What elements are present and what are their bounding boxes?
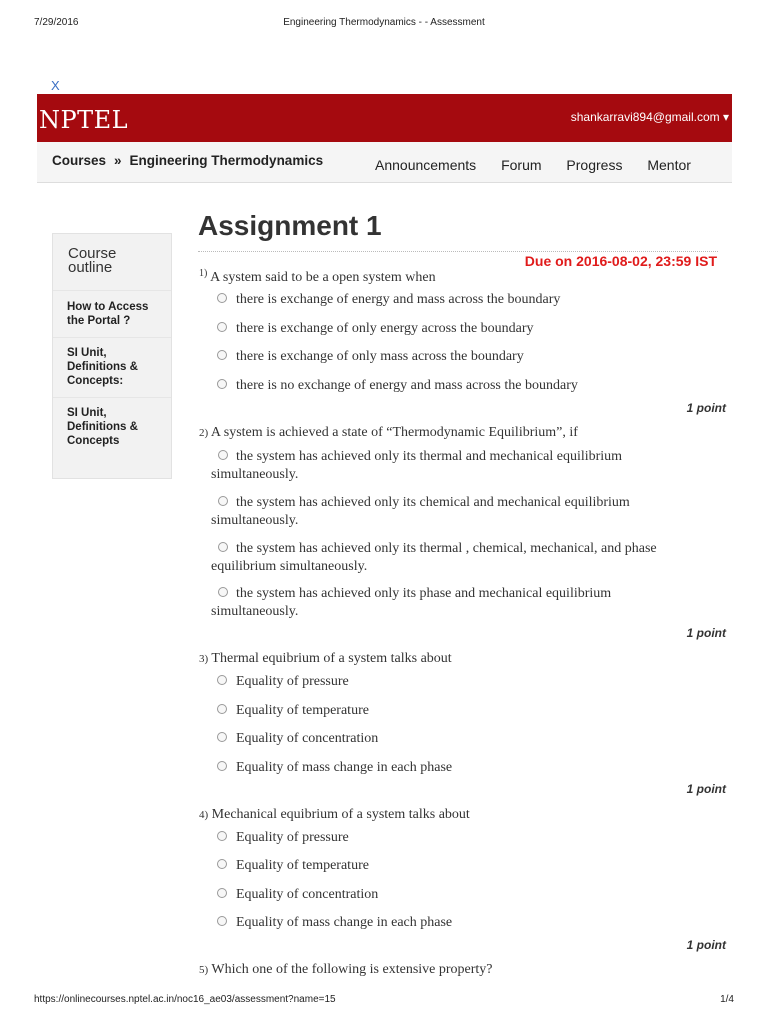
course-navbar — [37, 142, 732, 183]
option-label: Equality of pressure — [236, 830, 349, 845]
sidebar-item-si-unit-1[interactable]: SI Unit, Definitions & Concepts: — [67, 347, 138, 387]
question-3 — [199, 651, 452, 667]
sidebar-item-access-portal[interactable]: How to Access the Portal ? — [67, 301, 149, 327]
option-label: Equality of pressure — [236, 674, 349, 689]
radio-button[interactable] — [217, 859, 227, 869]
breadcrumb-separator: » — [114, 153, 122, 168]
question-number: 3) — [199, 653, 209, 665]
option-label: Equality of mass change in each phase — [236, 915, 453, 930]
points-label: 1 point — [686, 626, 726, 640]
points-label: 1 point — [686, 782, 726, 796]
question-text: A system is achieved a state of “Thermodynamic Equilibrium”, if — [210, 425, 578, 440]
print-url: https://onlinecourses.nptel.ac.in/noc16_ae03/assessment?name=15 — [34, 994, 336, 1005]
question-number: 2) — [199, 427, 209, 439]
q1-option-2[interactable] — [216, 321, 534, 337]
q2-option-4[interactable] — [211, 585, 681, 621]
question-1 — [199, 268, 436, 286]
option-label: Equality of concentration — [236, 887, 379, 902]
question-text: Which one of the following is extensive property? — [211, 962, 493, 977]
question-number: 4) — [199, 809, 209, 821]
page-title: Assignment 1 — [198, 210, 382, 241]
radio-button[interactable] — [217, 379, 227, 389]
q4-option-4[interactable] — [216, 915, 452, 931]
q1-option-4[interactable] — [216, 378, 578, 394]
breadcrumb-courses[interactable]: Courses — [52, 153, 107, 168]
option-label: there is exchange of only mass across the boundary — [236, 349, 524, 364]
q4-option-1[interactable] — [216, 830, 349, 846]
nav-progress[interactable]: Progress — [566, 157, 623, 173]
option-label: the system has achieved only its thermal , chemical, mechanical, and phase equilibrium simultaneously. — [211, 541, 657, 574]
option-label: the system has achieved only its chemical and mechanical equilibrium simultaneously. — [211, 495, 630, 528]
print-header — [34, 17, 734, 31]
course-outline-heading: Course outline — [68, 245, 117, 276]
question-text: Thermal equibrium of a system talks about — [211, 651, 452, 666]
due-date: Due on 2016-08-02, 23:59 IST — [524, 253, 717, 269]
breadcrumb-course[interactable]: Engineering Thermodynamics — [129, 153, 324, 168]
option-label: there is exchange of only energy across the boundary — [236, 321, 534, 336]
question-2 — [199, 425, 578, 441]
question-number: 5) — [199, 964, 209, 976]
radio-button[interactable] — [217, 732, 227, 742]
q1-option-1[interactable] — [216, 292, 560, 308]
question-5 — [199, 962, 493, 978]
question-text: A system said to be a open system when — [210, 270, 436, 285]
q1-option-3[interactable] — [216, 349, 524, 365]
radio-button[interactable] — [218, 542, 228, 552]
course-nav-links — [375, 157, 712, 173]
option-label: Equality of concentration — [236, 731, 379, 746]
nav-forum[interactable]: Forum — [501, 157, 542, 173]
q2-option-2[interactable] — [211, 494, 681, 530]
close-icon[interactable]: X — [51, 78, 60, 93]
radio-button[interactable] — [217, 675, 227, 685]
q4-option-2[interactable] — [216, 858, 369, 874]
option-label: there is exchange of energy and mass across the boundary — [236, 292, 561, 307]
radio-button[interactable] — [217, 916, 227, 926]
points-label: 1 point — [686, 938, 726, 952]
q3-option-4[interactable] — [216, 760, 452, 776]
option-label: there is no exchange of energy and mass across the boundary — [236, 378, 578, 393]
nav-announcements[interactable]: Announcements — [375, 157, 477, 173]
q2-option-1[interactable] — [211, 448, 681, 484]
q3-option-2[interactable] — [216, 703, 369, 719]
radio-button[interactable] — [217, 350, 227, 360]
breadcrumb — [52, 153, 323, 168]
q4-option-3[interactable] — [216, 887, 378, 903]
radio-button[interactable] — [218, 587, 228, 597]
sidebar-item-si-unit-2[interactable]: SI Unit, Definitions & Concepts — [67, 407, 138, 447]
course-outline-sidebar — [52, 233, 172, 479]
points-label: 1 point — [686, 401, 726, 415]
user-menu[interactable]: shankarravi894@gmail.com ▾ — [570, 110, 729, 124]
nptel-logo[interactable]: NPTEL — [39, 106, 129, 134]
nav-mentor[interactable]: Mentor — [647, 157, 691, 173]
sidebar-divider — [53, 337, 171, 338]
option-label: Equality of temperature — [236, 858, 369, 873]
option-label: the system has achieved only its thermal and mechanical equilibrium simultaneously. — [211, 449, 623, 482]
radio-button[interactable] — [217, 888, 227, 898]
q3-option-3[interactable] — [216, 731, 378, 747]
print-date: 7/29/2016 — [34, 17, 79, 28]
print-footer — [34, 994, 734, 1008]
radio-button[interactable] — [217, 704, 227, 714]
title-divider — [198, 251, 718, 252]
option-label: the system has achieved only its phase and mechanical equilibrium simultaneously. — [211, 586, 612, 619]
option-label: Equality of mass change in each phase — [236, 760, 453, 775]
question-number: 1) — [199, 268, 208, 279]
radio-button[interactable] — [217, 831, 227, 841]
q3-option-1[interactable] — [216, 674, 349, 690]
option-label: Equality of temperature — [236, 703, 369, 718]
q2-option-3[interactable] — [211, 540, 681, 576]
print-title: Engineering Thermodynamics - - Assessment — [283, 17, 485, 28]
radio-button[interactable] — [217, 293, 227, 303]
radio-button[interactable] — [218, 496, 228, 506]
question-4 — [199, 807, 470, 823]
question-text: Mechanical equibrium of a system talks about — [211, 807, 470, 822]
print-page-number: 1/4 — [720, 994, 734, 1005]
radio-button[interactable] — [218, 450, 228, 460]
header-banner — [37, 94, 732, 142]
sidebar-divider — [53, 290, 171, 291]
radio-button[interactable] — [217, 761, 227, 771]
radio-button[interactable] — [217, 322, 227, 332]
sidebar-divider — [53, 397, 171, 398]
